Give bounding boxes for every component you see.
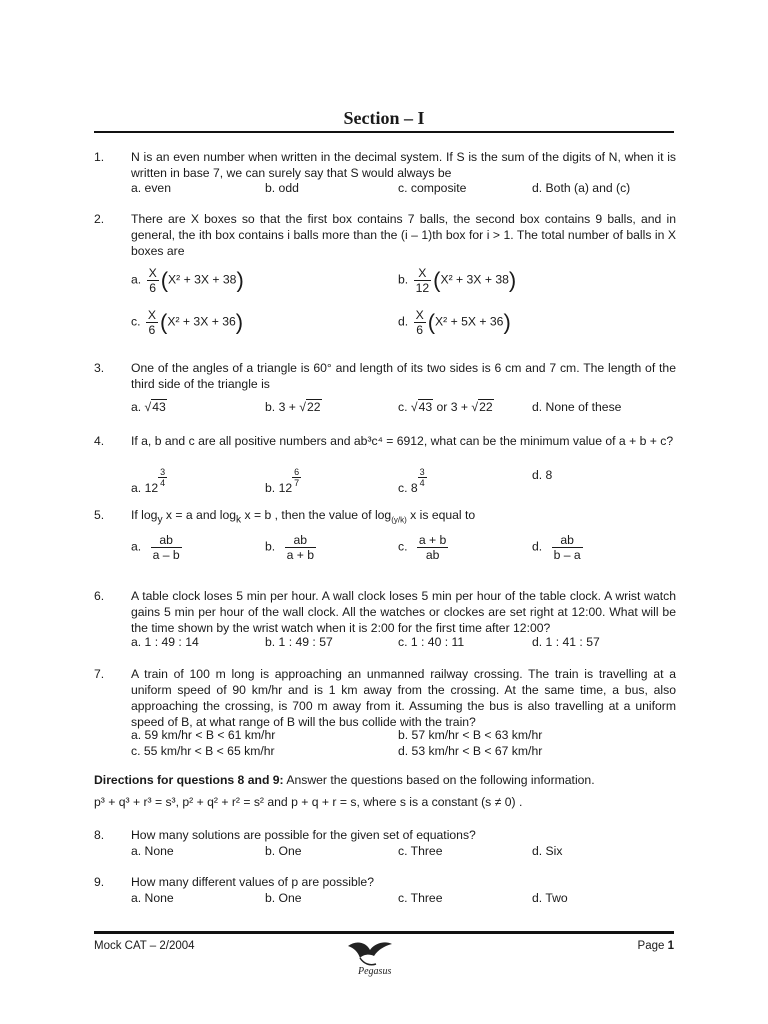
question-number: 9.	[94, 875, 105, 889]
expression: X² + 3X + 38	[440, 272, 509, 287]
question-text: N is an even number when written in the decimal system. If S is the sum of the digits of N, when it is written in base 7, we can surely say that S would always be	[131, 150, 676, 180]
option-b[interactable]: b. $\frac{X}{12}$ (X² + 3X + 38)	[398, 266, 517, 295]
options-row	[131, 743, 676, 759]
question-2	[94, 211, 676, 346]
exponent-denominator: 7	[294, 478, 300, 488]
option-b[interactable]: b. One	[265, 891, 302, 905]
text-part: x = a and log	[162, 508, 237, 522]
question-4	[94, 433, 676, 495]
directions-equation: p³ + q³ + r³ = s³, p² + q² + r² = s² and p + q + r = s, where s is a constant (s ≠ 0) .	[94, 795, 523, 809]
radicand: 43	[152, 400, 166, 414]
question-number: 4.	[94, 434, 105, 448]
question-text: There are X boxes so that the first box contains 7 balls, the second box contains 9 balls, and in general, the ith box contains i balls more than the (i – 1)th box for i > 1. The total number of balls in X boxes are	[131, 212, 676, 258]
option-c[interactable]: c. Three	[398, 891, 443, 905]
option-a[interactable]: a. $\frac{X}{6}$ (X² + 3X + 38)	[131, 266, 244, 295]
expression: X² + 5X + 36	[435, 314, 504, 329]
question-number: 2.	[94, 212, 105, 226]
option-label: c.	[131, 314, 141, 329]
option-b[interactable]: b. odd	[265, 181, 299, 195]
option-a[interactable]: a. even	[131, 181, 171, 195]
option-c[interactable]: c. 55 km/hr < B < 65 km/hr	[131, 744, 275, 758]
options-row	[131, 727, 676, 743]
option-label: a.	[131, 272, 142, 287]
option-c[interactable]: c. √43 or 3 + √22	[398, 400, 493, 414]
option-b[interactable]: b. 3 + √22	[265, 400, 321, 414]
fraction-denominator: a + b	[286, 548, 315, 562]
option-a[interactable]: a. 1 : 49 : 14	[131, 635, 199, 649]
options-row	[131, 890, 676, 906]
option-c[interactable]: c. composite	[398, 181, 467, 195]
fraction-numerator: ab	[285, 533, 316, 548]
subscript: (y/k)	[391, 515, 407, 525]
option-label: a.	[131, 400, 142, 414]
option-d[interactable]	[532, 533, 585, 562]
option-a[interactable]: a. √43	[131, 400, 166, 414]
text-part: If log	[131, 508, 158, 522]
options-row	[131, 843, 676, 859]
option-b[interactable]: b. 57 km/hr < B < 63 km/hr	[398, 728, 543, 742]
option-label: b.	[398, 272, 409, 287]
expression: X² + 3X + 38	[168, 272, 237, 287]
fraction-numerator: ab	[151, 533, 182, 548]
exponent-denominator: 4	[160, 478, 166, 488]
option-a[interactable]: a. None	[131, 891, 174, 905]
question-text	[131, 507, 676, 528]
question-8	[94, 827, 676, 861]
exponent-numerator: 3	[160, 467, 166, 477]
option-b[interactable]	[265, 533, 318, 562]
fraction-denominator: b – a	[553, 548, 581, 562]
question-7	[94, 666, 676, 762]
question-text: If a, b and c are all positive numbers and ab³c⁴ = 6912, what can be the minimum value of a + b + c?	[131, 434, 674, 448]
subscript: k	[236, 514, 242, 526]
question-number: 5.	[94, 508, 105, 522]
option-label: b.	[265, 400, 276, 414]
option-c[interactable]	[398, 467, 427, 496]
question-number: 8.	[94, 828, 105, 842]
question-text: How many different values of p are possible?	[131, 875, 374, 889]
fraction-numerator: ab	[552, 533, 583, 548]
base: 12	[144, 481, 159, 495]
logo-text: Pegasus	[358, 966, 392, 977]
radicand: 43	[418, 400, 433, 414]
option-b[interactable]: b. 1 : 49 : 57	[265, 635, 333, 649]
text-part: x is equal to	[406, 508, 476, 522]
options-row	[131, 634, 676, 650]
options-row	[131, 266, 676, 300]
directions	[94, 773, 595, 787]
option-a[interactable]	[131, 467, 167, 496]
term: or 3 +	[433, 400, 472, 414]
option-b[interactable]	[265, 467, 301, 496]
question-text: A table clock loses 5 min per hour. A wall clock loses 5 min per hour of the table clock. A wrist watch gains 5 min per hour of the wall clock. All the watches or clockes are set right at 12:00. What will be the time shown by the wrist watch when it is 2:00 for the first time after 12:00?	[131, 589, 676, 635]
option-c[interactable]: c. $\frac{X}{6}$ (X² + 3X + 36)	[131, 308, 244, 337]
question-number: 1.	[94, 150, 105, 164]
question-text: One of the angles of a triangle is 60° and length of its two sides is 6 cm and 7 cm. The length of the third side of the triangle is	[131, 361, 676, 391]
option-label: d.	[398, 314, 409, 329]
options-row	[131, 399, 676, 415]
radicand: 22	[306, 400, 321, 414]
question-9	[94, 874, 676, 908]
option-d[interactable]: d. Both (a) and (c)	[532, 181, 631, 195]
option-c[interactable]: c. 1 : 40 : 11	[398, 635, 465, 649]
fraction-denominator: ab	[425, 548, 440, 562]
directions-heading: Directions for questions 8 and 9:	[94, 773, 284, 787]
option-d[interactable]: d. $\frac{X}{6}$ (X² + 5X + 36)	[398, 308, 511, 337]
footer-page	[638, 940, 674, 952]
header-rule	[94, 131, 674, 133]
option-c[interactable]	[398, 533, 450, 562]
footer-rule	[94, 931, 674, 934]
option-label: b.	[265, 539, 276, 554]
question-5	[94, 507, 676, 569]
option-d[interactable]: d. 8	[532, 468, 553, 482]
directions-text: Answer the questions based on the following information.	[283, 773, 595, 787]
term: 3 +	[278, 400, 300, 414]
option-d[interactable]: d. Two	[532, 891, 568, 905]
option-label: a.	[131, 481, 142, 495]
pegasus-logo	[340, 938, 404, 978]
fraction-denominator: a – b	[152, 548, 180, 562]
footer-exam-name: Mock CAT – 2/2004	[94, 940, 195, 952]
option-a[interactable]: a. 59 km/hr < B < 61 km/hr	[131, 728, 276, 742]
question-number: 6.	[94, 589, 105, 603]
option-label: d.	[532, 539, 543, 554]
fraction-denominator: 6	[149, 281, 157, 295]
fraction-denominator: 6	[416, 323, 424, 337]
subscript: y	[157, 514, 163, 526]
base: 12	[278, 481, 293, 495]
option-d[interactable]: d. 1 : 41 : 57	[532, 635, 600, 649]
options-row	[131, 453, 676, 495]
question-1	[94, 149, 676, 199]
options-row	[131, 308, 676, 342]
question-text: A train of 100 m long is approaching an unmanned railway crossing. The train is travelling at a uniform speed of 90 km/hr and is 1 km away from the crossing. At the same time, a bus, also approaching the crossing, is 700 m away from it. Assuming the bus is also travelling at a uniform speed of B, at what range of B will the bus collide with the train?	[131, 667, 676, 729]
text-part: x = b , then the value of log	[241, 508, 392, 522]
page-number: 1	[667, 940, 674, 952]
option-label: c.	[398, 481, 408, 495]
question-6	[94, 588, 676, 652]
fraction-numerator: X	[148, 266, 157, 280]
page-label: Page	[637, 940, 668, 952]
option-b[interactable]: b. One	[265, 844, 302, 858]
question-text: How many solutions are possible for the given set of equations?	[131, 828, 476, 842]
option-d[interactable]: d. 53 km/hr < B < 67 km/hr	[398, 744, 543, 758]
fraction-numerator: a + b	[418, 533, 447, 547]
expression: X² + 3X + 36	[167, 314, 236, 329]
fraction-denominator: 12	[415, 281, 430, 295]
question-number: 7.	[94, 667, 105, 681]
option-a[interactable]	[131, 533, 184, 562]
option-c[interactable]: c. Three	[398, 844, 443, 858]
option-label: c.	[398, 539, 408, 554]
fraction-numerator: X	[415, 308, 424, 322]
option-a[interactable]: a. None	[131, 844, 174, 858]
fraction-denominator: 6	[148, 323, 156, 337]
option-label: b.	[265, 481, 276, 495]
fraction-numerator: X	[414, 266, 432, 281]
exponent-numerator: 3	[419, 467, 425, 477]
option-label: a.	[131, 539, 142, 554]
radicand: 22	[479, 400, 493, 414]
option-d[interactable]: d. Six	[532, 844, 563, 858]
question-3	[94, 360, 676, 420]
exponent-numerator: 6	[294, 467, 300, 477]
options-row	[131, 533, 676, 567]
base: 8	[410, 481, 418, 495]
option-label: c.	[398, 400, 408, 414]
options-row	[131, 180, 676, 196]
section-title: Section – I	[343, 108, 425, 128]
fraction-numerator: X	[147, 308, 157, 322]
exponent-denominator: 4	[419, 478, 425, 488]
question-number: 3.	[94, 361, 105, 375]
option-d[interactable]: d. None of these	[532, 400, 622, 414]
